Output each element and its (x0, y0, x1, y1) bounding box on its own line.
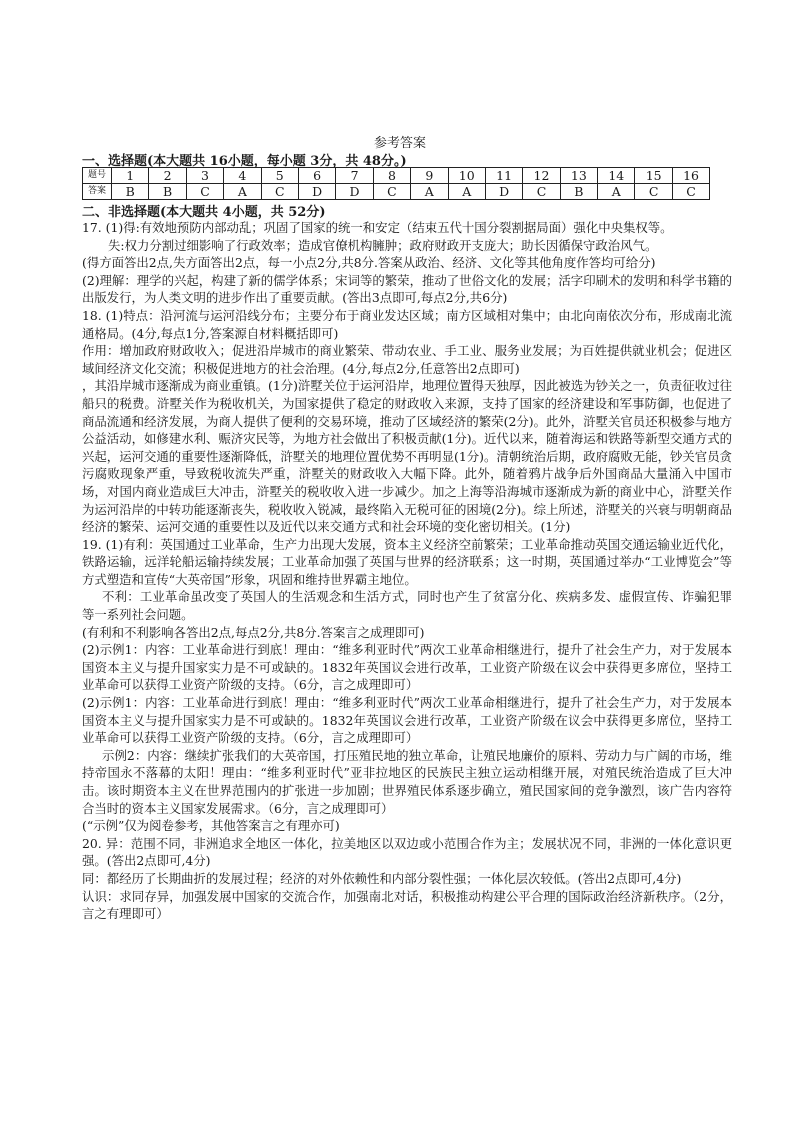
q20-understanding: 认识：求同存异，加强发展中国家的交流合作，加强南北对话，积极推动构建公平合理的国际政治经济新秩序。（2分，言之有理即可） (82, 888, 732, 922)
q17-part2: (2)理解：理学的兴起，构建了新的儒学体系；宋词等的繁荣，推动了世俗文化的发展；活字印刷术的发明和科学书籍的出版发行，为人类文明的进步作出了重要贡献。(答出3点即可,每点2分,共6分) (82, 272, 732, 306)
answer-table (82, 167, 710, 200)
question-number: 16 (672, 168, 709, 184)
q17-part1-loss: 失:权力分割过细影响了行政效率；造成官僚机构臃肿；政府财政开支庞大；助长因循保守政治风气。 (108, 237, 658, 253)
answer-cell: D (298, 184, 335, 200)
question-number: 7 (336, 168, 373, 184)
section2-heading: 二、非选择题(本大题共 4小题，共 52分) (82, 205, 326, 220)
answer-cell: C (523, 184, 560, 200)
question-number: 6 (298, 168, 335, 184)
question-number: 4 (224, 168, 261, 184)
question-number: 13 (560, 168, 597, 184)
answer-cell: B (560, 184, 597, 200)
question-number: 8 (373, 168, 410, 184)
answer-cell: C (635, 184, 672, 200)
section2-body (82, 219, 732, 923)
question-number: 3 (186, 168, 223, 184)
q17-part1-gain: 17. (1)得:有效地预防内部动乱；巩固了国家的统一和安定（结束五代十国分裂割据局面）强化中央集权等。 (82, 220, 673, 235)
answer-cell: C (261, 184, 298, 200)
question-number: 9 (411, 168, 448, 184)
q19-part1-pros: 19. (1)有利：英国通过工业革命，生产力出现大发展，资本主义经济空前繁荣；工业革命推动英国交通运输业近代化，铁路运输，远洋轮船运输持续发展；工业革命加强了英国与世界的经济联系；这一时期，英国通过举办“工业博览会”等方式塑造和宣传“大英帝国”形象，巩固和维持世界霸主地位。 (82, 536, 732, 587)
q18-part2: ，其沿岸城市逐渐成为商业重镇。(1分)浒墅关位于运河沿岸，地理位置得天独厚，因此被选为钞关之一，负责征收过往船只的税费。浒墅关作为税收机关，为国家提供了稳定的财政收入来源，支持了国家的经济建设和军事防御，也促进了商品流通和经济发展，为商人提供了便利的交易环境，推动了区域经济的繁荣(2分)。此外，浒墅关官员还积极参与地方公益活动，如修建水利、赈济灾民等，为地方社会做出了积极贡献(1分)。近代以来，随着海运和铁路等新型交通方式的兴起，运河交通的重要性逐渐降低，浒墅关的地理位置优势不再明显(1分)。清朝统治后期，政府腐败无能，钞关官员贪污腐败现象严重，导致税收流失严重，浒墅关的财政收入大幅下降。此外，随着鸦片战争后外国商品大量涌入中国市场，对国内商业造成巨大冲击，浒墅关的税收收入进一步减少。加之上海等沿海城市逐渐成为新的商业中心，浒墅关作为运河沿岸的中转功能逐渐丧失，税收收入锐减，最终陷入无税可征的困境(2分)。综上所述，浒墅关的兴衰与明朝商品经济的繁荣、运河交通的重要性以及近代以来交通方式和社会环境的变化密切相关。(1分) (82, 378, 732, 535)
answer-cell: B (112, 184, 149, 200)
answer-cell: A (448, 184, 485, 200)
answer-cell: A (598, 184, 635, 200)
answer-cell: D (485, 184, 522, 200)
q19-part2-example1: (2)示例1：内容：工业革命进行到底！理由：“维多利亚时代”两次工业革命相继进行，提升了社会生产力，对于发展本国资本主义与提升国家实力是不可或缺的。1832年英国议会进行改革，工业资产阶级在议会中获得更多席位，坚持工业革命可以获得工业资产阶级的支持。（6分，言之成理即可） (82, 642, 732, 693)
answer-table-answer-row (83, 184, 710, 200)
answer-cell: C (186, 184, 223, 200)
answer-cell: A (224, 184, 261, 200)
page-title: 参考答案 (373, 136, 426, 151)
row-label-number: 题号 (83, 168, 112, 184)
q18-part1-effects: 作用：增加政府财政收入；促进沿岸城市的商业繁荣、带动农业、手工业、服务业发展；为百姓提供就业机会；促进区域间经济文化交流；积极促进地方的社会治理。(4分,每点2分,任意答出2点即可) (82, 343, 732, 376)
question-number: 2 (149, 168, 186, 184)
q19-part2-example1-repeat: (2)示例1：内容：工业革命进行到底！理由：“维多利亚时代”两次工业革命相继进行，提升了社会生产力，对于发展本国资本主义与提升国家实力是不可或缺的。1832年英国议会进行改革，工业资产阶级在议会中获得更多席位，坚持工业革命可以获得工业资产阶级的支持。（6分，言之成理即可） (82, 695, 732, 746)
question-number: 10 (448, 168, 485, 184)
q19-part2-example2: 示例2：内容：继续扩张我们的大英帝国，打压殖民地的独立革命，让殖民地廉价的原料、劳动力与广阔的市场，维持帝国永不落幕的太阳！理由：“维多利亚时代”亚非拉地区的民族民主独立运动相继开展，对殖民统治造成了巨大冲击。该时期资本主义在世界范围内的扩张进一步加剧；世界殖民体系逐步确立，殖民国家间的竞争激烈，该广告内容符合当时的资本主义国家发展需求。（6分，言之成理即可） (82, 747, 732, 816)
q17-scoring-note: (得方面答出2点,失方面答出2点，每一小点2分,共8分.答案从政治、经济、文化等其他角度作答均可给分) (82, 255, 656, 271)
question-number: 15 (635, 168, 672, 184)
q19-example-note: (“示例”仅为阅卷参考，其他答案言之有理亦可) (82, 818, 340, 834)
q18-part1-features: 18. (1)特点：沿河流与运河沿线分布；主要分布于商业发达区域；南方区域相对集中；由北向南依次分布，形成南北流通格局。(4分,每点1分,答案源自材料概括即可) (82, 307, 732, 341)
q20-similarities: 同：都经历了长期曲折的发展过程；经济的对外依赖性和内部分裂性强；一体化层次较低。(答出2点即可,4分) (82, 870, 682, 886)
question-number: 14 (598, 168, 635, 184)
question-number: 1 (112, 168, 149, 184)
answer-cell: A (411, 184, 448, 200)
question-number: 11 (485, 168, 522, 184)
section1-heading: 一、选择题(本大题共 16小题，每小题 3分，共 48分。) (82, 154, 407, 169)
q19-part1-cons: 不利：工业革命虽改变了英国人的生活观念和生活方式，同时也产生了贫富分化、疾病多发、虚假宣传、诈骗犯罪等一系列社会问题。 (82, 589, 732, 623)
question-number: 12 (523, 168, 560, 184)
answer-table-number-row (83, 168, 710, 184)
row-label-answer: 答案 (83, 184, 112, 200)
answer-cell: C (672, 184, 709, 200)
question-number: 5 (261, 168, 298, 184)
q20-differences: 20. 异：范围不同，非洲追求全地区一体化，拉美地区以双边或小范围合作为主；发展状况不同，非洲的一体化意识更强。(答出2点即可,4分) (82, 835, 732, 869)
q19-scoring-note: (有利和不利影响各答出2点,每点2分,共8分.答案言之成理即可) (82, 624, 425, 640)
answer-cell: C (373, 184, 410, 200)
answer-cell: D (336, 184, 373, 200)
answer-cell: B (149, 184, 186, 200)
